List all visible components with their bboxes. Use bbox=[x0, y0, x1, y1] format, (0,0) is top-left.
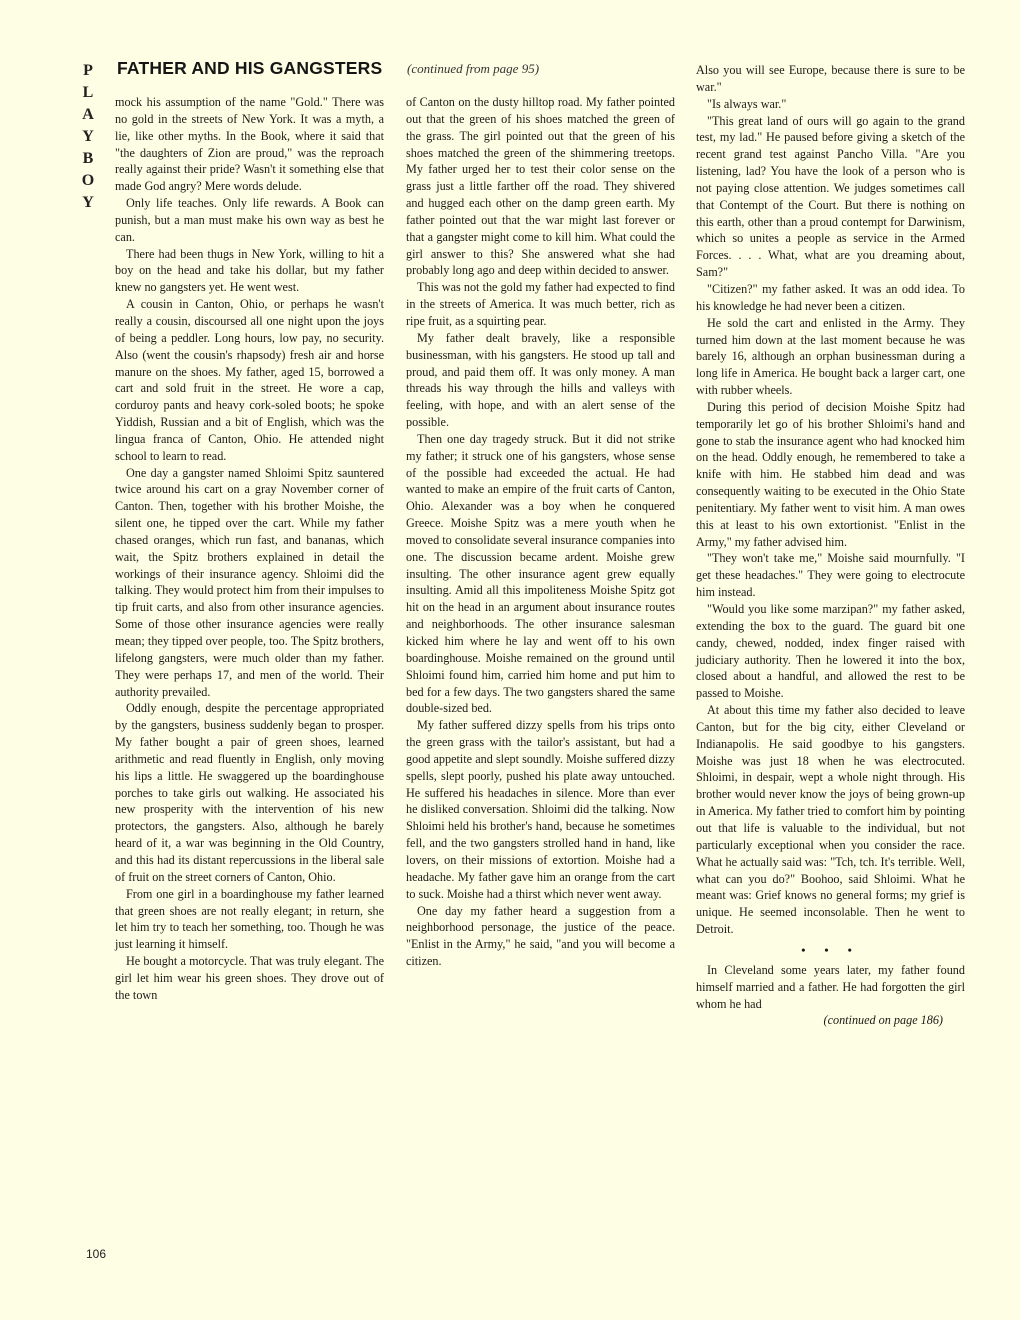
paragraph: He bought a motorcycle. That was truly elegant. The girl let him wear his green shoes. They drove out of the town bbox=[115, 954, 384, 1002]
paragraph: A cousin in Canton, Ohio, or perhaps he wasn't really a cousin, discoursed all one night upon the joys of being a peddler. Long hours, low pay, no security. Also (went the cousin's rhapsody) fresh air and horse manure on the shoes. My father, aged 15, borrowed a cart and sold fruit in the street. He wore a cap, corduroy pants and heavy cork-soled boots; he spoke Yiddish, Russian and a bit of English, which was the lingua franca of Canton, Ohio. He attended night school to learn to read. bbox=[115, 297, 384, 463]
continued-on-note: (continued on page 186) bbox=[823, 1013, 943, 1028]
paragraph: of Canton on the dusty hilltop road. My father pointed out that the green of his shoes matched the green of the grass. The girl pointed out that the green of his shoes matched the green of the shimmering treetops. My father urged her to test their color sense on the grass just a little farther off the road. They shivered and hugged each other on the damp green earth. My father pointed out that the war might last forever or that a gangster might come to kill him. What could the girl answer to this? She answered what she had probably long ago and deep within decided to answer. bbox=[406, 95, 675, 278]
text-column-2 bbox=[406, 94, 675, 970]
paragraph: There had been thugs in New York, willing to hit a boy on the head and take his dollar, but my father knew no gangsters yet. He went west. bbox=[115, 246, 384, 295]
article-title: FATHER AND HIS GANGSTERS bbox=[117, 58, 383, 78]
paragraph: "This great land of ours will go again to the grand test, my lad." He paused before giving a sketch of the recent grand test against Pancho Villa. "Are you listening, lad? You have the look of a person who is not paying close attention. We judges sometimes call that Contempt of the Court. But there is nothing on this earth, other than a proud contempt for Darwinism, which so unites a people as service in the Armed Forces. . . . What, what are you dreaming about, Sam?" bbox=[696, 113, 965, 280]
paragraph: My father suffered dizzy spells from his trips onto the green grass with the tailor's assistant, but had a good appetite and slept soundly. Moishe suffered dizzy spells, slept poorly, pushed his plate away untouched. He suffered his headaches in silence. More than ever he disliked conversation. Shloimi did the talking. Now Shloimi held his brother's hand, because he sometimes fell, and the two gangsters strolled hand in hand, like lovers, on their missions of extortion. Moishe had a headache. My father gave him an orange from the cart to suck. Moishe had a thirst which never went away. bbox=[406, 718, 675, 901]
paragraph: "Would you like some marzipan?" my father asked, extending the box to the guard. The guard bit one candy, chewed, nodded, index finger raised with judiciary authority. Then he lowered it into the box, closed about a handful, and allowed the rest to be passed to Moishe. bbox=[696, 602, 965, 701]
paragraph: One day my father heard a suggestion from a neighborhood personage, the justice of the peace. "Enlist in the Army," he said, "and you will become a citizen. bbox=[406, 903, 675, 969]
continued-from-note: (continued from page 95) bbox=[407, 61, 540, 76]
paragraph: In Cleveland some years later, my father found himself married and a father. He had forgotten the girl whom he had bbox=[696, 962, 965, 1011]
paragraph: Then one day tragedy struck. But it did not strike my father; it struck one of his gangsters, whose sense of the possible had exceeded the actual. He had wanted to make an empire of the fruit carts of Canton, Ohio. Alexander was a boy when he conquered Greece. Moishe Spitz was a mere youth when he moved to consolidate several insurance companies into one. The discussion became ardent. Moishe grew insulting. The other insurance agent grew equally insulting. Amid all this impoliteness Moishe Spitz got hit on the head in an argument about insurance routes and neighborhoods. The other insurance salesman kicked him where he lay and went off to his own boardinghouse. Moishe remained on the ground until Shloimi found him, carried him home and put him to bed for a few days. The two gangsters shared the same double-sized bed. bbox=[406, 431, 675, 716]
paragraph: This was not the gold my father had expected to find in the streets of America. It was much better, rich as ripe fruit, as a squirting pear. bbox=[406, 280, 675, 328]
paragraph: Oddly enough, despite the percentage appropriated by the gangsters, business suddenly began to prosper. My father bought a pair of green shoes, learned arithmetic and read fluently in English, only moving his lips a little. He swaggered up the boardinghouse porches to take girls out walking. He associated his new prosperity with the intervention of his new protectors, the gangsters. Also, although he barely heard of it, a war was beginning in the Old Country, and this had its distant repercussions in the liberal sale of fruit on the street corners of Canton, Ohio. bbox=[115, 701, 384, 884]
paragraph: At about this time my father also decided to leave Canton, but for the big city, either Cleveland or Indianapolis. He said goodbye to his gangsters. Moishe was just 18 when he was electrocuted. Shloimi, in despair, wept a whole night through. His brother would never know the joys of being grown-up in America. My father tried to comfort him by pointing out that life is valuable to the individual, but not particularly exceptional when you consider the race. What he actually said was: "Tch, tch. It's terrible. Well, what can you do?" Boohoo, said Shloimi. What he meant was: Grief knows no general forms; my grief is unique. He seemed inconsolable. Then he went to Detroit. bbox=[696, 703, 965, 937]
magazine-running-head: PLAYBOY bbox=[81, 62, 95, 211]
paragraph: From one girl in a boardinghouse my father learned that green shoes are not really elegant; in return, she let him try to teach her something, too. Though he was just learning it himself. bbox=[115, 886, 384, 952]
paragraph: "Is always war." bbox=[707, 96, 787, 111]
paragraph: "Citizen?" my father asked. It was an odd idea. To his knowledge he had never been a citizen. bbox=[696, 281, 965, 313]
text-column-3 bbox=[696, 62, 965, 1029]
paragraph: "They won't take me," Moishe said mournfully. "I get these headaches." They were going to electrocute him instead. bbox=[696, 551, 965, 600]
page-number: 106 bbox=[86, 1247, 107, 1261]
paragraph: One day a gangster named Shloimi Spitz sauntered twice around his cart on a gray November corner of Canton. Then, together with his brother Moishe, the silent one, he tipped over the cart. While my father chased oranges, which run fast, and bananas, which wait, the Spitz brothers explained in detail the workings of their insurance agency. Shloimi did the talking. They would protect him from their impulses to tip fruit carts, and also from other insurance agencies. Some of those other insurance agencies were really mean; they tipped over people, too. The Spitz brothers, lifelong gangsters, were much older than my father. They were perhaps 17, and men of the world. Their authority prevailed. bbox=[115, 465, 384, 699]
paragraph: mock his assumption of the name "Gold." There was no gold in the streets of New York. It was a myth, a lie, like other myths. In the Book, where it said that "the daughters of Zion are proud," was the reproach really against their pride? Wasn't it something else that made God angry? Mere words delude. bbox=[115, 95, 384, 194]
section-separator: • • • bbox=[801, 942, 860, 957]
paragraph: He sold the cart and enlisted in the Army. They turned him down at the last moment because he was barely 16, although an orphan businessman during a long life in America. He bought back a larger cart, one with rubber wheels. bbox=[696, 315, 965, 398]
paragraph: Only life teaches. Only life rewards. A Book can punish, but a man must make his own way as best he can. bbox=[115, 196, 384, 244]
paragraph: My father dealt bravely, like a responsible businessman, with his gangsters. He stood up tall and proud, and paid them off. It was only money. A man threads his way through the hills and valleys with feeling, with hope, and with an alert sense of the possible. bbox=[406, 330, 675, 430]
paragraph: Also you will see Europe, because there is sure to be war." bbox=[696, 63, 965, 94]
text-column-1 bbox=[115, 94, 384, 1004]
paragraph: During this period of decision Moishe Spitz had temporarily let go of his brother Shloimi's hand and gone to stab the insurance agent who had knocked him on the head. Oddly enough, he remembered to take a knife with him. He stabbed him dead and was consequently waiting to be executed in the Ohio State penitentiary. My father went to visit him. A man owes this at least to his own extortionist. "Enlist in the Army," my father advised him. bbox=[696, 399, 965, 549]
